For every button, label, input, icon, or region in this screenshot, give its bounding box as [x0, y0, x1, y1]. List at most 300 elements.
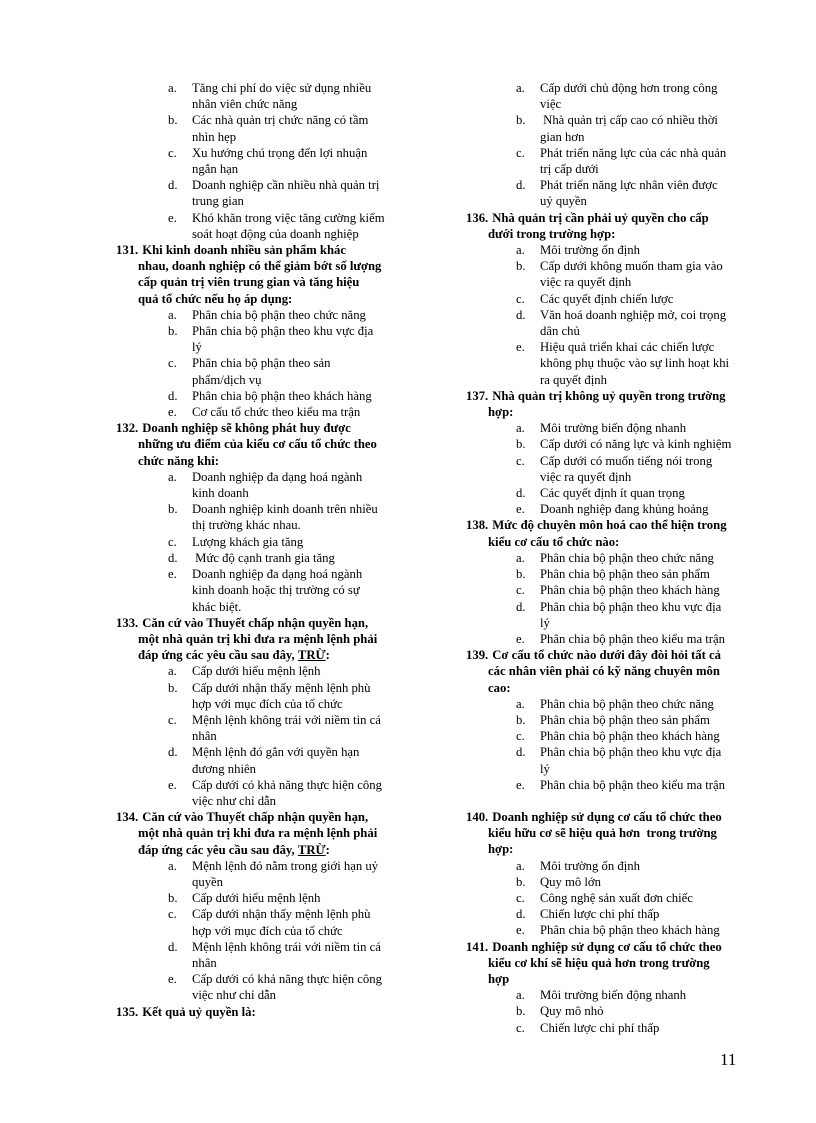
question-number: 137. [466, 388, 489, 403]
option-text: Các nhà quản trị chức năng có tầm [192, 113, 369, 128]
option-line [116, 550, 406, 566]
option-text: đương nhiên [192, 761, 256, 776]
option-text: Phân chia bộ phận theo kiểu ma trận [540, 777, 725, 792]
option-line [466, 631, 744, 647]
option-label [466, 323, 540, 339]
option-b [466, 1003, 744, 1019]
option-label [116, 96, 192, 112]
option-line [466, 307, 744, 323]
option-label: c. [516, 145, 525, 160]
option-label: d. [516, 307, 526, 322]
option-e [466, 631, 744, 647]
option-text: Mệnh lệnh đó nằm trong giới hạn uỷ [192, 858, 379, 873]
question-text: Cơ cấu tổ chức nào dưới đây đòi hỏi tất cả [492, 648, 721, 663]
option-label [116, 193, 192, 209]
option-label: a. [168, 858, 177, 873]
option-text: Cấp dưới hiểu mệnh lệnh [192, 891, 321, 906]
option-e [466, 501, 744, 517]
option-text: ra quyết định [540, 372, 607, 387]
option-text: Mệnh lệnh không trái với niềm tin cá [192, 939, 381, 954]
option-line [116, 501, 406, 517]
option-label: a. [516, 988, 525, 1003]
question-text: dưới trong trường hợp: [488, 226, 616, 241]
option-line [466, 744, 744, 760]
option-label [466, 761, 540, 777]
question-line [116, 615, 406, 631]
option-label: a. [168, 307, 177, 322]
option-b [116, 501, 406, 533]
option-line [466, 323, 744, 339]
option-label [466, 129, 540, 145]
option-line [466, 193, 744, 209]
option-c [116, 712, 406, 744]
question-text: Mức độ chuyên môn hoá cao thể hiện trong [492, 518, 727, 533]
option-text: Lượng khách gia tăng [192, 534, 304, 549]
option-label [116, 599, 192, 615]
option-label: c. [168, 145, 177, 160]
question-text: các nhân viên phải có kỹ năng chuyên môn [488, 664, 720, 679]
option-text: uỷ quyền [540, 194, 587, 209]
option-label: b. [516, 437, 526, 452]
option-label: a. [168, 81, 177, 95]
option-line [116, 193, 406, 209]
option-a [466, 696, 744, 712]
option-line [466, 890, 744, 906]
question-line [466, 647, 744, 663]
option-b [116, 890, 406, 906]
question-141 [466, 939, 744, 988]
option-text: Phân chia bộ phận theo chức năng [540, 550, 714, 565]
question-line [466, 955, 744, 971]
question-131 [116, 242, 406, 307]
question-line [466, 680, 744, 696]
page-number: 11 [720, 1050, 737, 1069]
option-line [116, 210, 406, 226]
option-text: Phân chia bộ phận theo sản [192, 356, 331, 371]
option-text: Phân chia bộ phận theo khu vực địa [192, 324, 374, 339]
option-b [466, 436, 744, 452]
question-number: 135. [116, 1004, 139, 1019]
option-text: Phát triển năng lực nhân viên được [540, 178, 718, 193]
question-number: 138. [466, 518, 489, 533]
question-number: 132. [116, 421, 139, 436]
option-d [116, 939, 406, 971]
option-line [116, 599, 406, 615]
option-label [116, 517, 192, 533]
option-label: e. [168, 210, 177, 225]
option-line [116, 923, 406, 939]
option-text: kinh doanh [192, 486, 249, 501]
question-text: cao: [488, 680, 511, 695]
question-text: kiểu cơ khí sẽ hiệu quả hơn trong trường [488, 955, 710, 970]
question-number: 133. [116, 615, 139, 630]
option-label [116, 696, 192, 712]
option-text: Văn hoá doanh nghiệp mở, coi trọng [540, 307, 727, 322]
option-label: e. [516, 502, 525, 517]
question-text: Căn cứ vào Thuyết chấp nhận quyền hạn, [142, 810, 369, 825]
option-line [116, 680, 406, 696]
option-label: b. [516, 113, 526, 128]
option-text: Phân chia bộ phận theo sản phẩm [540, 712, 710, 727]
option-text: Cấp dưới có năng lực và kinh nghiệm [540, 437, 732, 452]
option-line [466, 582, 744, 598]
question-134 [116, 809, 406, 858]
option-text: Mệnh lệnh không trái với niềm tin cá [192, 712, 381, 727]
option-label: a. [168, 469, 177, 484]
option-line [116, 129, 406, 145]
question-text: Doanh nghiệp sử dụng cơ cấu tổ chức theo [492, 939, 722, 954]
option-label [116, 793, 192, 809]
option-text: lý [540, 761, 550, 776]
option-line [116, 744, 406, 760]
left-column [116, 80, 406, 1020]
option-line [466, 550, 744, 566]
question-line [466, 825, 744, 841]
option-text: Môi trường ổn định [540, 858, 640, 873]
option-text: Phát triển năng lực của các nhà quản [540, 145, 727, 160]
option-text: Phân chia bộ phận theo khu vực địa [540, 745, 722, 760]
option-line [466, 372, 744, 388]
question-138 [466, 517, 744, 549]
question-line [116, 291, 406, 307]
option-text: việc như chỉ dẫn [192, 793, 277, 808]
question-line [116, 274, 406, 290]
option-label: a. [168, 664, 177, 679]
option-text: trung gian [192, 194, 244, 209]
question-line [466, 517, 744, 533]
option-line [116, 663, 406, 679]
option-e [466, 922, 744, 938]
option-label [116, 582, 192, 598]
option-line [116, 761, 406, 777]
question-line [466, 663, 744, 679]
option-d [116, 744, 406, 776]
option-line [116, 161, 406, 177]
option-text: lý [192, 340, 202, 355]
option-label: e. [516, 923, 525, 938]
option-e [116, 566, 406, 615]
option-a [466, 858, 744, 874]
option-line [466, 80, 744, 96]
colon: : [325, 842, 330, 857]
option-line [116, 582, 406, 598]
option-line [466, 436, 744, 452]
question-text: những ưu điểm của kiểu cơ cấu tổ chức theo [138, 437, 377, 452]
option-a [116, 469, 406, 501]
option-e [116, 404, 406, 420]
option-line [116, 96, 406, 112]
option-label [466, 355, 540, 371]
option-label: e. [168, 972, 177, 987]
option-text: Công nghệ sản xuất đơn chiếc [540, 890, 693, 905]
option-label [466, 274, 540, 290]
option-line [116, 404, 406, 420]
option-label: e. [516, 340, 525, 355]
option-label: d. [168, 939, 178, 954]
option-label: c. [168, 712, 177, 727]
question-line [116, 647, 406, 663]
option-text: Phân chia bộ phận theo sản phẩm [540, 567, 710, 582]
option-label: b. [168, 113, 178, 128]
option-text: gian hơn [540, 129, 585, 144]
option-b [116, 112, 406, 144]
option-label: c. [168, 907, 177, 922]
option-line [116, 355, 406, 371]
option-line [466, 858, 744, 874]
option-a [116, 858, 406, 890]
option-line [466, 696, 744, 712]
option-label [116, 955, 192, 971]
option-line [116, 696, 406, 712]
option-line [466, 1003, 744, 1019]
option-text: Mức độ cạnh tranh gia tăng [192, 550, 335, 565]
question-text: Khi kinh doanh nhiều sản phẩm khác [142, 243, 347, 258]
question-text: hợp [488, 971, 510, 986]
question-number: 136. [466, 210, 489, 225]
option-b [466, 112, 744, 144]
option-text: khác biệt. [192, 599, 242, 614]
option-line [466, 922, 744, 938]
option-text: Mệnh lệnh đó gắn với quyền hạn [192, 745, 360, 760]
option-a [116, 80, 406, 112]
option-text: Doanh nghiệp đa dạng hoá ngành [192, 469, 363, 484]
option-a [466, 987, 744, 1003]
option-text: Doanh nghiệp cần nhiều nhà quản trị [192, 178, 380, 193]
option-c [466, 145, 744, 177]
option-line [466, 96, 744, 112]
option-line [116, 145, 406, 161]
option-text: quyền [192, 874, 224, 889]
option-text: Cấp dưới có khả năng thực hiện công [192, 777, 382, 792]
question-line [466, 404, 744, 420]
option-text: lý [540, 615, 550, 630]
option-line [466, 274, 744, 290]
option-line [116, 987, 406, 1003]
option-d [466, 307, 744, 339]
option-b [466, 566, 744, 582]
option-a [116, 663, 406, 679]
question-text: hợp: [488, 405, 514, 420]
option-line [116, 323, 406, 339]
question-text: quả tổ chức nếu họ áp dụng: [138, 291, 293, 306]
option-text: Doanh nghiệp đa dạng hoá ngành [192, 567, 363, 582]
option-label: b. [168, 891, 178, 906]
option-text: việc như chỉ dẫn [192, 988, 277, 1003]
option-line [116, 388, 406, 404]
option-line [466, 777, 744, 793]
option-line [116, 777, 406, 793]
option-line [466, 906, 744, 922]
option-label: b. [516, 712, 526, 727]
option-text: Cơ cấu tổ chức theo kiểu ma trận [192, 405, 361, 420]
question-number: 134. [116, 810, 139, 825]
option-label [116, 372, 192, 388]
option-line [466, 485, 744, 501]
option-label [116, 226, 192, 242]
option-text: thị trường khác nhau. [192, 518, 301, 533]
option-label: c. [168, 534, 177, 549]
option-line [466, 1020, 744, 1036]
option-text: Chiến lược chi phí thấp [540, 907, 660, 922]
option-a [466, 550, 744, 566]
option-line [116, 939, 406, 955]
option-text: Hiệu quả triển khai các chiến lược [540, 340, 715, 355]
option-text: Môi trường biến động nhanh [540, 988, 687, 1003]
option-text: Cấp dưới chủ động hơn trong công [540, 81, 718, 95]
option-label: b. [516, 567, 526, 582]
option-b [116, 680, 406, 712]
question-number: 141. [466, 939, 489, 954]
option-label: b. [168, 502, 178, 517]
question-text: Kết quả uỷ quyền là: [142, 1004, 256, 1019]
option-text: phẩm/dịch vụ [192, 372, 262, 387]
option-a [116, 307, 406, 323]
option-label: d. [516, 486, 526, 501]
option-d [466, 485, 744, 501]
option-label: b. [516, 874, 526, 889]
option-line [116, 858, 406, 874]
option-label [466, 469, 540, 485]
option-c [466, 291, 744, 307]
option-label [466, 372, 540, 388]
option-line [116, 971, 406, 987]
option-text: Doanh nghiệp kinh doanh trên nhiều [192, 502, 378, 517]
option-line [116, 469, 406, 485]
option-text: Môi trường ổn định [540, 243, 640, 258]
option-line [466, 291, 744, 307]
option-label: d. [168, 745, 178, 760]
option-line [116, 890, 406, 906]
option-e [116, 210, 406, 242]
option-text: Xu hướng chú trọng đến lợi nhuận [192, 145, 368, 160]
option-text: ngắn hạn [192, 162, 239, 177]
question-139 [466, 647, 744, 696]
question-text: hợp: [488, 842, 514, 857]
option-text: Phân chia bộ phận theo khách hàng [540, 923, 720, 938]
option-line [116, 177, 406, 193]
option-text: Cấp dưới nhận thấy mệnh lệnh phù [192, 680, 371, 695]
option-line [466, 339, 744, 355]
option-line [116, 534, 406, 550]
option-d [466, 906, 744, 922]
option-label: d. [168, 388, 178, 403]
option-line [116, 566, 406, 582]
option-label [116, 987, 192, 1003]
option-text: Các quyết định chiến lược [540, 291, 674, 306]
option-b [466, 874, 744, 890]
question-line [116, 842, 406, 858]
question-text: đáp ứng các yêu cầu sau đây, [138, 648, 298, 663]
question-line [466, 841, 744, 857]
option-line [116, 307, 406, 323]
question-text: một nhà quản trị khi đưa ra mệnh lệnh phải [138, 826, 378, 841]
option-line [466, 761, 744, 777]
option-label: e. [516, 631, 525, 646]
option-label: d. [168, 178, 178, 193]
question-140 [466, 809, 744, 858]
question-line [466, 809, 744, 825]
question-136 [466, 210, 744, 242]
question-135 [116, 1004, 406, 1020]
option-d [116, 177, 406, 209]
option-label: e. [168, 567, 177, 582]
option-label [116, 339, 192, 355]
option-text: việc ra quyết định [540, 275, 632, 290]
option-e [466, 339, 744, 388]
option-text: Phân chia bộ phận theo kiểu ma trận [540, 631, 725, 646]
option-label: a. [516, 550, 525, 565]
question-137 [466, 388, 744, 420]
option-label: d. [516, 178, 526, 193]
option-d [116, 388, 406, 404]
option-line [466, 242, 744, 258]
option-label: b. [516, 259, 526, 274]
question-number: 131. [116, 243, 139, 258]
option-line [466, 177, 744, 193]
question-line [116, 631, 406, 647]
option-label: a. [516, 696, 525, 711]
option-text: Môi trường biến động nhanh [540, 421, 687, 436]
option-line [466, 728, 744, 744]
option-text: Phân chia bộ phận theo khách hàng [192, 388, 372, 403]
question-line [116, 420, 406, 436]
option-label: a. [516, 421, 525, 436]
option-text: không phụ thuộc vào sự linh hoạt khi [540, 356, 730, 371]
option-line [116, 372, 406, 388]
option-line [116, 485, 406, 501]
option-line [116, 80, 406, 96]
option-label [116, 728, 192, 744]
question-text: Doanh nghiệp sẽ không phát huy được [142, 421, 351, 436]
option-text: Chiến lược chi phí thấp [540, 1020, 660, 1035]
option-text: kinh doanh hoặc thị trường có sự [192, 583, 360, 598]
option-label: c. [516, 729, 525, 744]
option-label: b. [516, 1004, 526, 1019]
option-text: việc [540, 97, 562, 112]
question-number: 139. [466, 648, 489, 663]
option-line [466, 112, 744, 128]
option-line [116, 339, 406, 355]
option-c [466, 1020, 744, 1036]
option-line [116, 712, 406, 728]
option-line [466, 129, 744, 145]
option-label: c. [516, 1020, 525, 1035]
option-e [116, 777, 406, 809]
question-line [466, 226, 744, 242]
question-line [116, 809, 406, 825]
option-text: dân chủ [540, 324, 580, 339]
question-text: Doanh nghiệp sử dụng cơ cấu tổ chức theo [492, 809, 722, 824]
option-a [466, 242, 744, 258]
option-line [466, 615, 744, 631]
question-line [116, 453, 406, 469]
question-line [116, 825, 406, 841]
option-label [116, 761, 192, 777]
option-line [116, 874, 406, 890]
emphasis-except: TRỪ [297, 648, 326, 663]
option-text: Cấp dưới hiểu mệnh lệnh [192, 664, 321, 679]
option-text: Các quyết định ít quan trọng [540, 486, 685, 501]
option-d [466, 744, 744, 776]
option-c [116, 145, 406, 177]
option-text: Phân chia bộ phận theo chức năng [192, 307, 366, 322]
option-label: c. [516, 890, 525, 905]
option-text: nhân viên chức năng [192, 97, 298, 112]
option-line [466, 469, 744, 485]
option-c [466, 453, 744, 485]
option-label [466, 615, 540, 631]
option-label: b. [168, 680, 178, 695]
